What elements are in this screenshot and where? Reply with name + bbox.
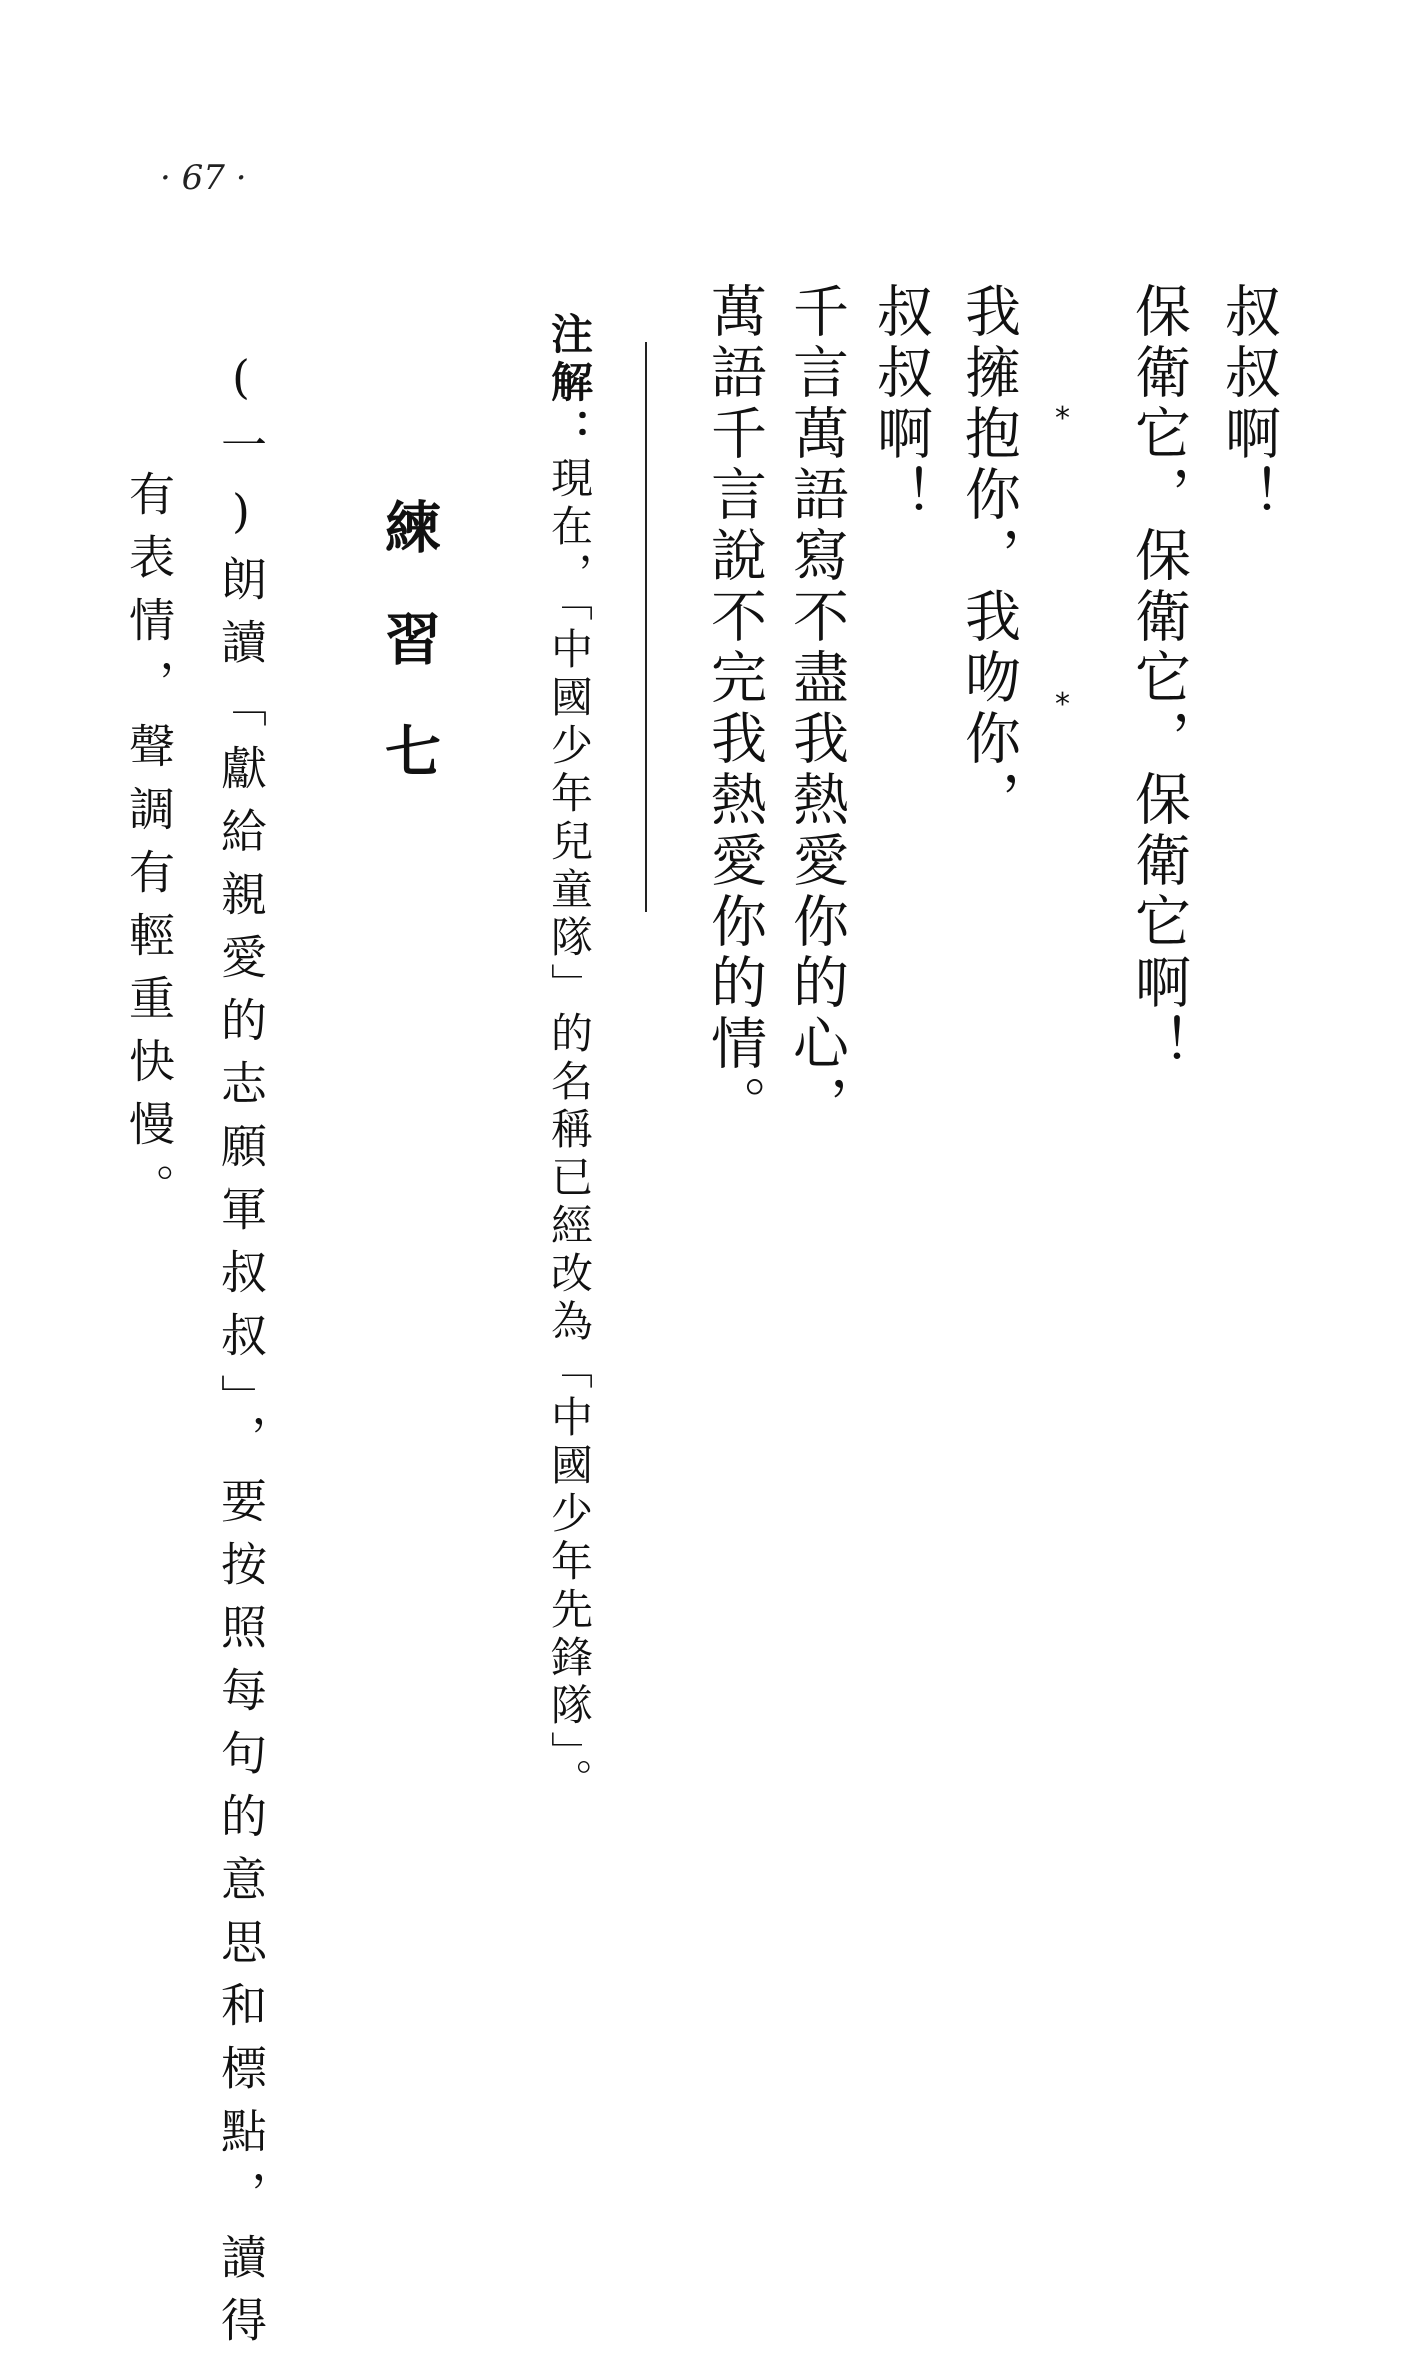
annotation-text: 現在，「中國少年兒童隊」的名稱已經改為「中國少年先鋒隊」。: [545, 456, 594, 1806]
emphasis-dot-1: *: [1055, 401, 1070, 436]
poem-line-2: 保衛它，保衛它，保衛它啊！: [1126, 282, 1191, 1075]
exercise-item-1-line-1: (一)朗讀「獻給親愛的志願軍叔叔」，要按照每句的意思和標點，讀得: [214, 350, 268, 2359]
poem-line-3: 我擁抱你，我吻你，: [956, 282, 1021, 831]
page-number: · 67 ·: [160, 158, 247, 198]
page-number-value: 67: [181, 158, 225, 198]
section-divider: [645, 342, 647, 912]
poem-line-1: 叔叔啊！: [1216, 282, 1281, 526]
exercise-heading: 練習七: [376, 498, 441, 834]
annotation: [545, 312, 594, 1806]
annotation-label: 注解：: [545, 312, 594, 456]
poem-line-6: 萬語千言說不完我熱愛你的情。: [702, 282, 767, 1136]
poem-line-4: 叔叔啊！: [868, 282, 933, 526]
exercise-item-1-line-2: 有表情，聲調有輕重快慢。: [122, 470, 176, 1226]
emphasis-dot-2: *: [1055, 687, 1070, 722]
poem-line-5: 千言萬語寫不盡我熱愛你的心，: [784, 282, 849, 1136]
